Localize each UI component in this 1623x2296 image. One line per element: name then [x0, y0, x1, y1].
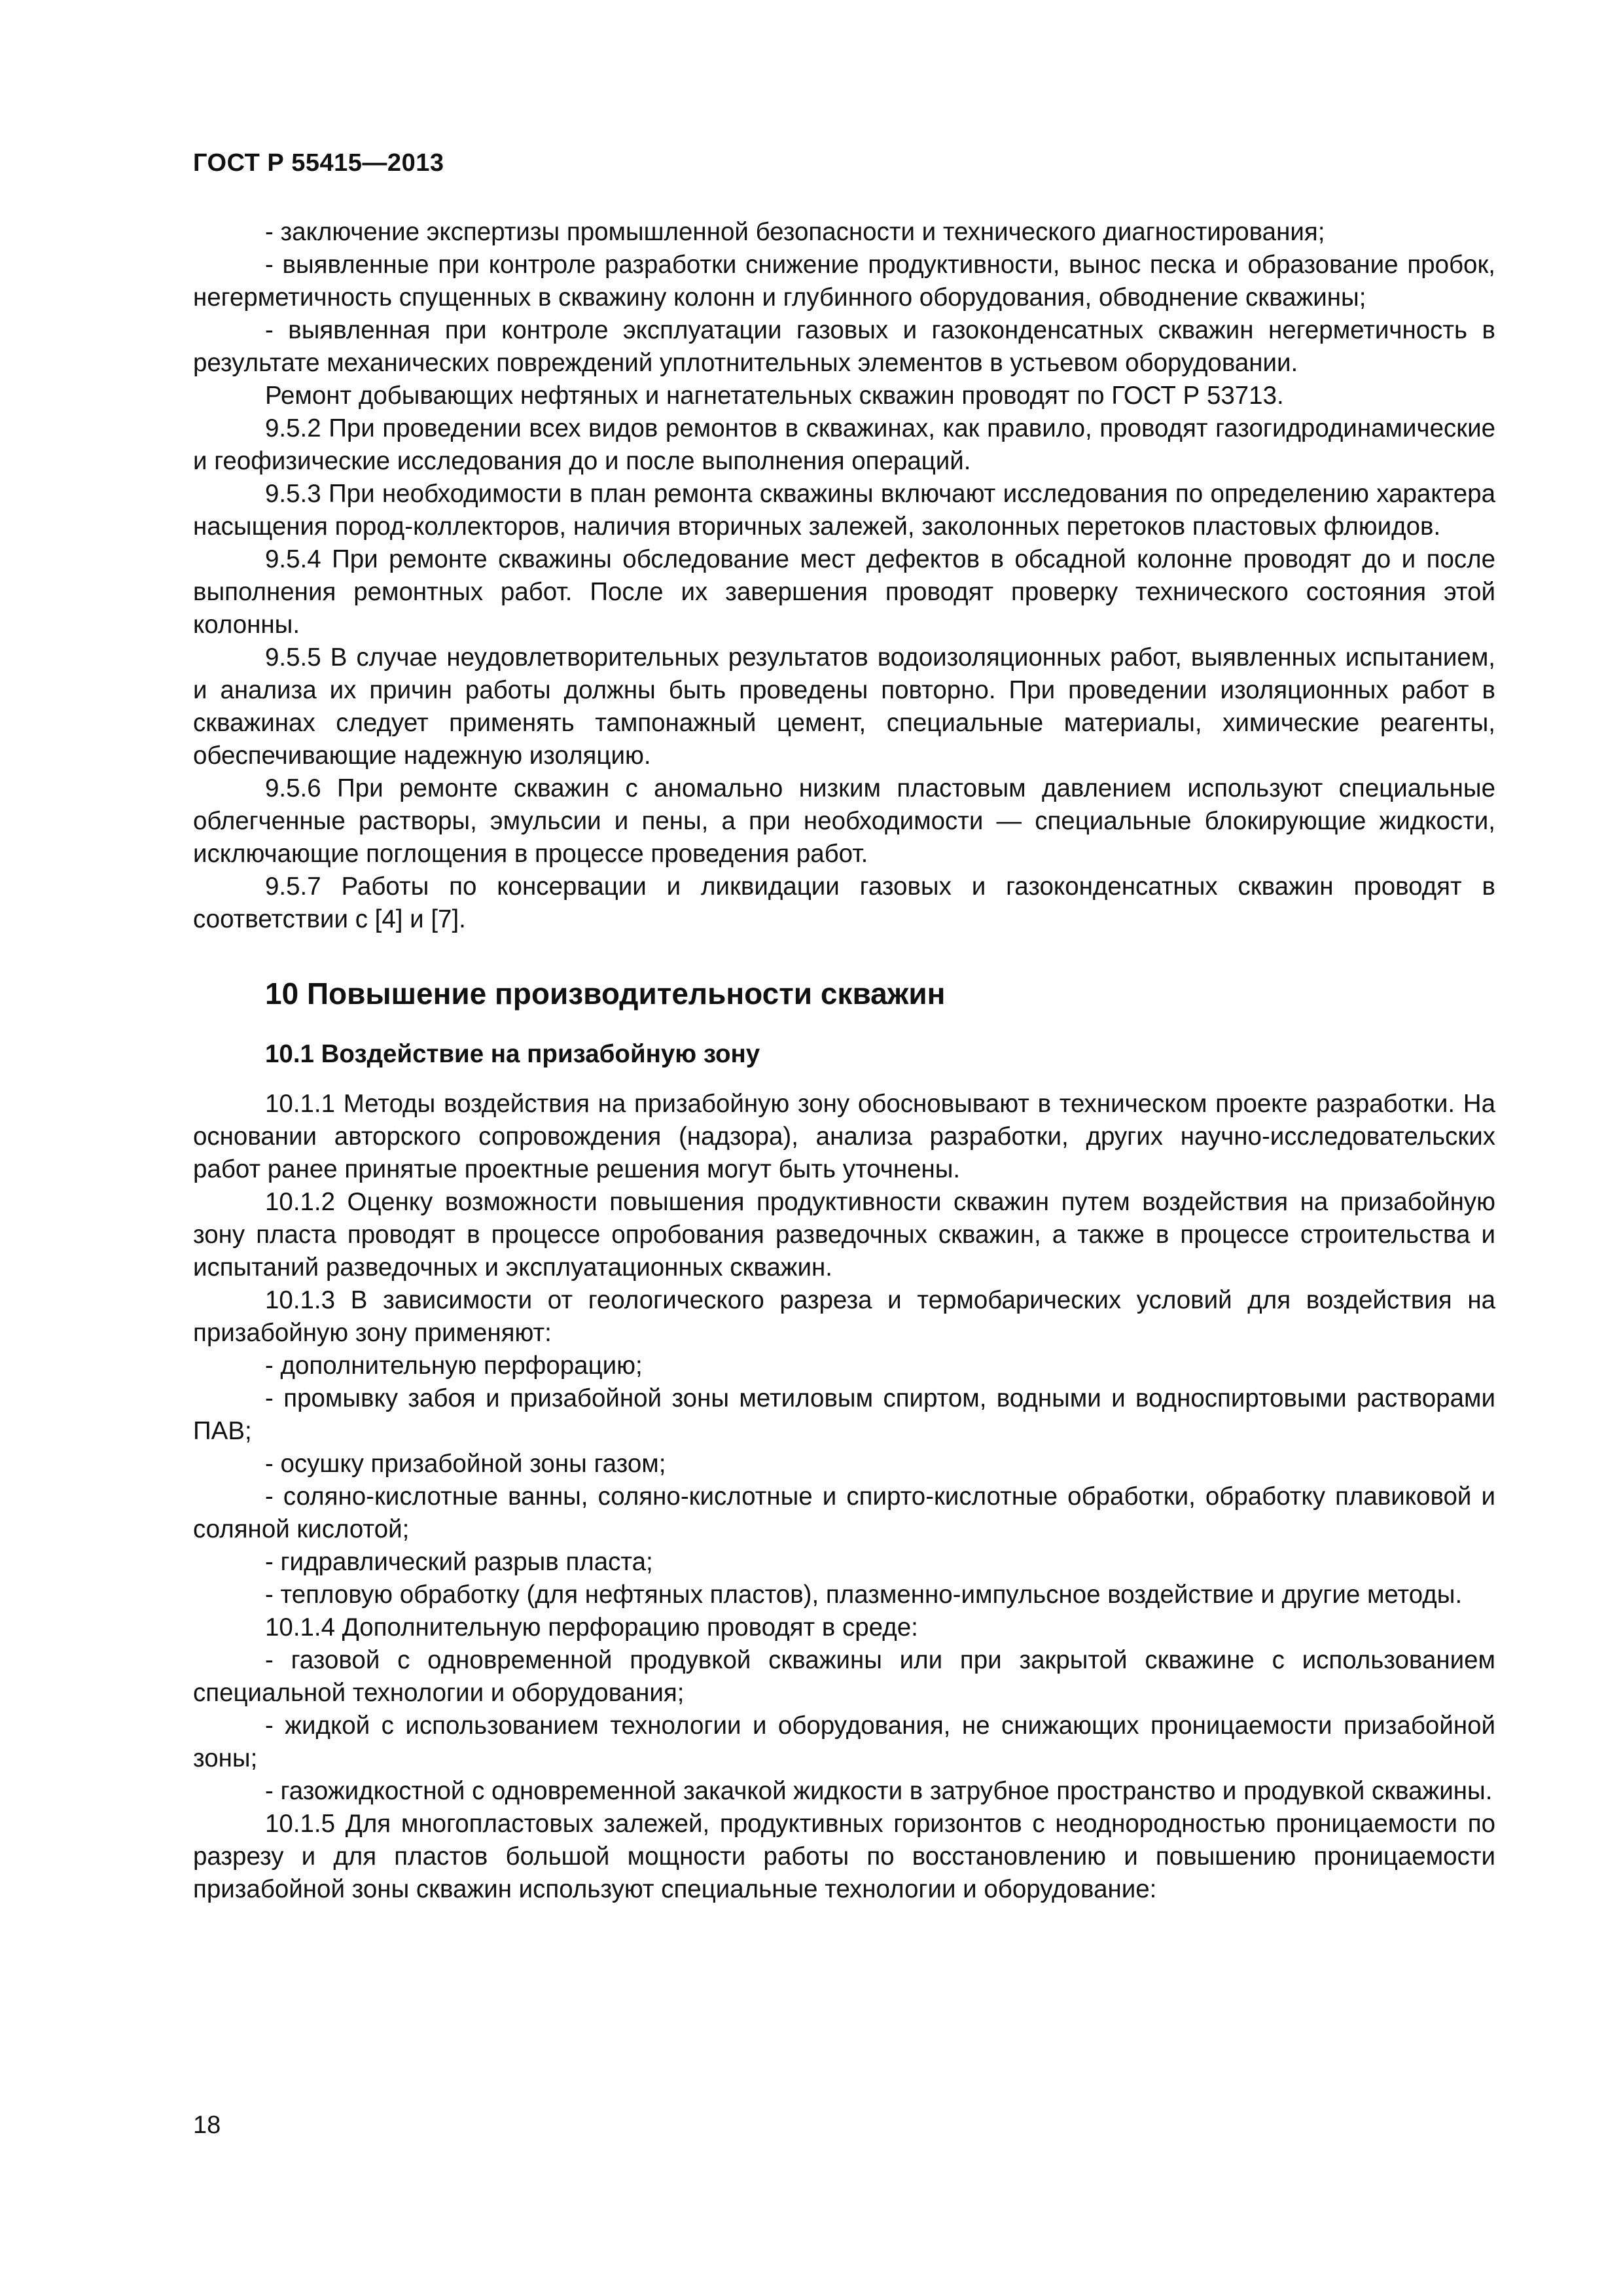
paragraph: Ремонт добывающих нефтяных и нагнетательных скважин проводят по ГОСТ Р 53713.	[265, 382, 1284, 410]
document-header: ГОСТ Р 55415—2013	[193, 149, 444, 177]
list-item: - газожидкостной с одновременной закачкой жидкости в затрубное пространство и продувкой скважины.	[265, 1777, 1493, 1805]
paragraph-group-10-1	[193, 1088, 1495, 1906]
list-item: - промывку забоя и призабойной зоны метиловым спиртом, водными и водноспиртовыми растворами ПАВ;	[193, 1384, 1495, 1445]
paragraph-group-9-5	[193, 216, 1495, 936]
paragraph: - выявленная при контроле эксплуатации газовых и газоконденсатных скважин негерметичность в результате механических повреждений уплотнительных элементов в устьевом оборудовании.	[193, 316, 1495, 377]
list-item: - соляно-кислотные ванны, соляно-кислотные и спирто-кислотные обработки, обработку плавиковой и соляной кислотой;	[193, 1482, 1495, 1543]
list-item: - тепловую обработку (для нефтяных пластов), плазменно-импульсное воздействие и другие методы.	[265, 1581, 1463, 1609]
list-item: - жидкой с использованием технологии и оборудования, не снижающих проницаемости призабойной зоны;	[193, 1712, 1495, 1772]
paragraph: - заключение экспертизы промышленной безопасности и технического диагностирования;	[265, 218, 1325, 246]
paragraph: 9.5.5 В случае неудовлетворительных результатов водоизоляционных работ, выявленных испытанием, и анализа их причин работы должны быть проведены повторно. При проведении изоляционных работ в скважинах следует применять тампонажный цемент, специальные материалы, химические реагенты, обеспечивающие надежную изоляцию.	[193, 643, 1495, 770]
list-item: - гидравлический разрыв пласта;	[265, 1548, 653, 1576]
list-item: - дополнительную перфорацию;	[265, 1352, 643, 1380]
paragraph: 10.1.2 Оценку возможности повышения продуктивности скважин путем воздействия на призабойную зону пласта проводят в процессе опробования разведочных скважин, а также в процессе строительства и испытаний разведочных и эксплуатационных скважин.	[193, 1188, 1495, 1282]
paragraph: 9.5.3 При необходимости в план ремонта скважины включают исследования по определению характера насыщения пород-коллекторов, наличия вторичных залежей, заколонных перетоков пластовых флюидов.	[193, 480, 1495, 541]
paragraph: 9.5.7 Работы по консервации и ликвидации газовых и газоконденсатных скважин проводят в соответствии с [4] и [7].	[193, 872, 1495, 933]
subsection-title: 10.1 Воздействие на призабойную зону	[265, 1040, 760, 1068]
page-number: 18	[193, 2111, 221, 2139]
paragraph: 9.5.4 При ремонте скважины обследование мест дефектов в обсадной колонне проводят до и после выполнения ремонтных работ. После их завершения проводят проверку технического состояния этой колонны.	[193, 545, 1495, 639]
document-body	[193, 216, 1495, 1906]
paragraph: 9.5.6 При ремонте скважин с аномально низким пластовым давлением используют специальные облегченные растворы, эмульсии и пены, а при необходимости — специальные блокирующие жидкости, исключающие поглощения в процессе проведения работ.	[193, 774, 1495, 868]
paragraph: 10.1.5 Для многопластовых залежей, продуктивных горизонтов с неоднородностью проницаемости по разрезу и для пластов большой мощности работы по восстановлению и повышению проницаемости призабойной зоны скважин используют специальные технологии и оборудование:	[193, 1810, 1495, 1903]
paragraph: - выявленные при контроле разработки снижение продуктивности, вынос песка и образование пробок, негерметичность спущенных в скважину колонн и глубинного оборудования, обводнение скважины;	[193, 251, 1495, 312]
list-item: - осушку призабойной зоны газом;	[265, 1450, 666, 1478]
list-item: - газовой с одновременной продувкой скважины или при закрытой скважине с использованием специальной технологии и оборудования;	[193, 1646, 1495, 1707]
paragraph: 9.5.2 При проведении всех видов ремонтов в скважинах, как правило, проводят газогидродинамические и геофизические исследования до и после выполнения операций.	[193, 414, 1495, 475]
section-title: 10 Повышение производительности скважин	[265, 977, 946, 1011]
paragraph: 10.1.3 В зависимости от геологического разреза и термобарических условий для воздействия на призабойную зону применяют:	[193, 1286, 1495, 1347]
paragraph: 10.1.1 Методы воздействия на призабойную зону обосновывают в техническом проекте разработки. На основании авторского сопровождения (надзора), анализа разработки, других научно-исследовательских работ ранее принятые проектные решения могут быть уточнены.	[193, 1090, 1495, 1183]
paragraph: 10.1.4 Дополнительную перфорацию проводят в среде:	[265, 1613, 918, 1641]
